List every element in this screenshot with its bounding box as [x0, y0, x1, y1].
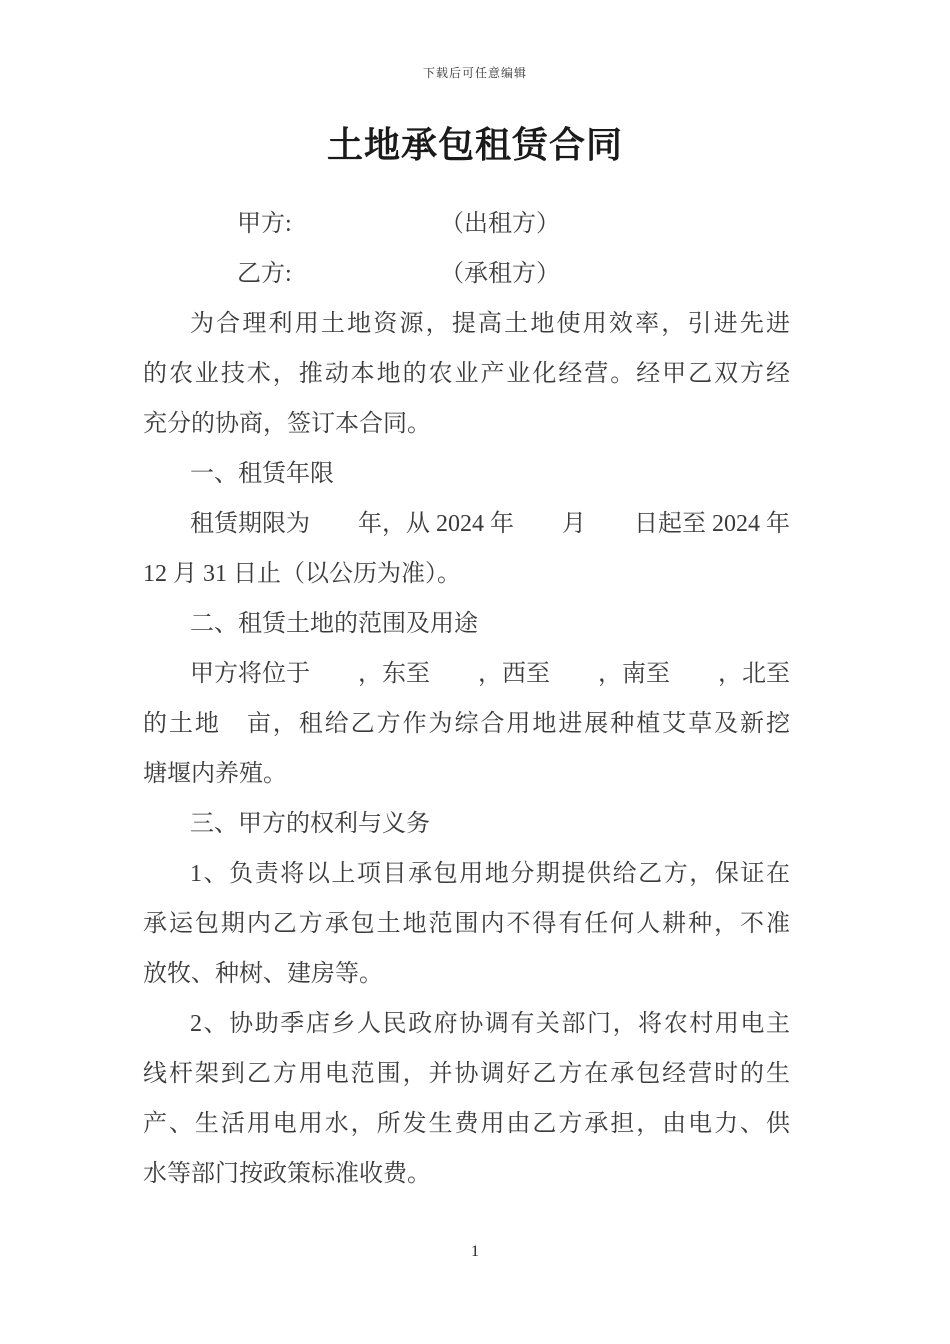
body-line: 线杆架到乙方用电范围，并协调好乙方在承包经营时的生: [143, 1061, 790, 1087]
body-line: 甲方将位于 ，东至 ，西至 ，南至 ，北至: [190, 661, 790, 687]
section-heading: 三、甲方的权利与义务: [190, 811, 430, 837]
section-heading: 一、租赁年限: [190, 461, 334, 487]
party-b-label: 乙方:: [237, 261, 292, 287]
body-line: 放牧、种树、建房等。: [143, 961, 383, 987]
body-line: 的农业技术，推动本地的农业产业化经营。经甲乙双方经: [143, 361, 790, 387]
document-body: [143, 199, 790, 1199]
body-line: 12 月 31 日止（以公历为准）。: [143, 561, 461, 587]
body-line: 承运包期内乙方承包土地范围内不得有任何人耕种，不准: [143, 911, 790, 937]
body-line: 为合理利用土地资源，提高土地使用效率，引进先进: [190, 311, 790, 337]
page-number: 1: [471, 1243, 479, 1260]
party-a-label: 甲方:: [237, 211, 292, 237]
party-b-line: [143, 249, 790, 299]
section-heading: 二、租赁土地的范围及用途: [190, 611, 478, 637]
body-line: 租赁期限为 年，从 2024 年 月 日起至 2024 年: [190, 511, 790, 537]
header-note: 下载后可任意编辑: [422, 66, 527, 80]
page-title: 土地承包租赁合同: [326, 125, 623, 165]
party-b-role: （承租方）: [440, 261, 560, 287]
body-line: 1、负责将以上项目承包用地分期提供给乙方，保证在: [190, 861, 790, 887]
body-line: 2、协助季店乡人民政府协调有关部门，将农村用电主: [190, 1011, 790, 1037]
body-line: 水等部门按政策标准收费。: [143, 1161, 431, 1187]
party-a-line: [143, 199, 790, 249]
party-a-role: （出租方）: [440, 211, 560, 237]
body-line: 产、生活用电用水，所发生费用由乙方承担，由电力、供: [143, 1111, 790, 1137]
body-line: 的土地 亩，租给乙方作为综合用地进展种植艾草及新挖: [143, 711, 790, 737]
body-line: 充分的协商，签订本合同。: [143, 411, 431, 437]
body-line: 塘堰内养殖。: [143, 761, 287, 787]
